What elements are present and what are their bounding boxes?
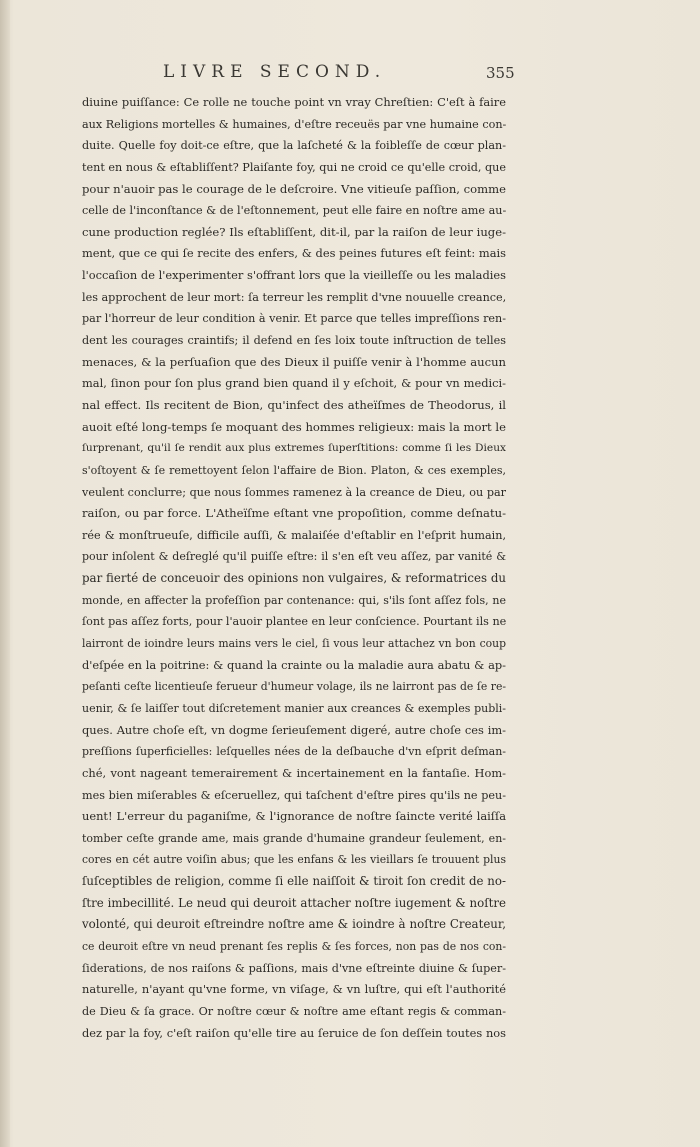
text-line: aux Religions mortelles & humaines, d'eſtre receuës par vne humaine con- (82, 117, 506, 131)
text-line: lairront de ioindre leurs mains vers le ciel, ſi vous leur attachez vn bon coup (82, 637, 506, 651)
text-line: mes bien miſerables & eſceruellez, qui taſchent d'eſtre pires qu'ils ne peu- (82, 788, 506, 802)
text-line: ſuſceptibles de religion, comme ſi elle naiſſoit & tiroit ſon credit de no- (82, 874, 506, 889)
text-line: uenir, & ſe laiſſer tout diſcretement manier aux creances & exemples publi- (82, 701, 506, 715)
running-title: LIVRE SECOND. (163, 62, 387, 82)
text-line: ſurprenant, qu'il ſe rendit aux plus extremes ſuperſtitions: comme ſi les Dieux (82, 442, 506, 455)
text-line: ſtre imbecillité. Le neud qui deuroit attacher noſtre iugement & noſtre (82, 895, 506, 910)
text-line: duite. Quelle foy doit-ce eſtre, que la laſcheté & la foibleſſe de cœur plan- (82, 139, 506, 153)
text-line: peſanti ceſte licentieuſe ferueur d'humeur volage, ils ne lairront pas de ſe re- (82, 680, 506, 694)
text-line: tomber ceſte grande ame, mais grande d'humaine grandeur ſeulement, en- (82, 831, 506, 845)
text-line: s'oſtoyent & ſe remettoyent ſelon l'affaire de Bion. Platon, & ces exemples, (82, 463, 506, 477)
text-line: ſont pas aſſez forts, pour l'auoir plantee en leur conſcience. Pourtant ils ne (82, 615, 506, 629)
text-line: cune production reglée? Ils eſtabliſſent, dit-il, par la raiſon de leur iuge- (82, 224, 506, 239)
page-gutter (0, 0, 10, 1147)
text-line: ment, que ce qui ſe recite des enfers, & des peines futures eſt feint: mais (82, 246, 506, 261)
body-text (82, 92, 506, 1044)
text-line: preſſions ſuperficielles: leſquelles nées de la deſbauche d'vn eſprit deſman- (82, 745, 506, 759)
text-line: de Dieu & ſa grace. Or noſtre cœur & noſtre ame eſtant regis & comman- (82, 1004, 506, 1018)
text-line: ce deuroit eſtre vn neud prenant ſes replis & ſes forces, non pas de nos con- (82, 939, 506, 953)
text-line: rée & monſtrueuſe, difficile auſſi, & malaiſée d'eſtablir en l'eſprit humain, (82, 528, 506, 542)
text-line: volonté, qui deuroit eſtreindre noſtre ame & ioindre à noſtre Createur, (82, 917, 506, 932)
text-line: mal, ſinon pour ſon plus grand bien quand il y eſchoit, & pour vn medici- (82, 376, 506, 391)
text-line: celle de l'inconſtance & de l'eſtonnement, peut elle faire en noſtre ame au- (82, 204, 506, 218)
text-line: par fierté de conceuoir des opinions non vulgaires, & reformatrices du (82, 571, 506, 586)
text-line: cores en cét autre voiſin abus; que les enfans & les vieillars ſe trouuent plus (82, 853, 506, 867)
text-line: par l'horreur de leur condition à venir. Et parce que telles impreſſions ren- (82, 312, 506, 326)
text-line: ché, vont nageant temerairement & incertainement en la fantaſie. Hom- (82, 765, 506, 780)
text-line: dez par la foy, c'eſt raiſon qu'elle tire au ſeruice de ſon deſſein toutes nos (82, 1025, 506, 1040)
text-line: diuine puiſſance: Ce rolle ne touche point vn vray Chreſtien: C'eſt à faire (82, 95, 506, 109)
text-line: nal effect. Ils recitent de Bion, qu'infect des atheïſmes de Theodorus, il (82, 397, 506, 412)
text-line: menaces, & la perſuaſion que des Dieux il puiſſe venir à l'homme aucun (82, 354, 506, 369)
text-line: d'eſpée en la poitrine: & quand la crainte ou la maladie aura abatu & ap- (82, 657, 506, 672)
text-line: veulent conclurre; que nous ſommes ramenez à la creance de Dieu, ou par (82, 485, 506, 499)
text-line: raiſon, ou par force. L'Atheïſme eſtant vne propoſition, comme deſnatu- (82, 506, 506, 521)
text-line: monde, en affecter la profeſſion par contenance: qui, s'ils ſont aſſez fols, ne (82, 593, 506, 607)
text-line: auoit eſté long-temps ſe moquant des hommes religieux: mais la mort le (82, 419, 506, 434)
page-number: 355 (486, 64, 515, 82)
text-line: dent les courages craintifs; il defend en ſes loix toute inſtruction de telles (82, 334, 506, 348)
text-line: pour inſolent & deſreglé qu'il puiſſe eſtre: il s'en eſt veu aſſez, par vanité & (82, 550, 506, 564)
text-line: uent! L'erreur du paganiſme, & l'ignorance de noſtre ſaincte verité laiſſa (82, 809, 506, 824)
text-line: tent en nous & eſtabliſſent? Plaiſante foy, qui ne croid ce qu'elle croid, que (82, 160, 506, 174)
text-line: naturelle, n'ayant qu'vne forme, vn viſage, & vn luſtre, qui eſt l'authorité (82, 982, 506, 997)
text-line: les approchent de leur mort: ſa terreur les remplit d'vne nouuelle creance, (82, 290, 506, 304)
text-line: pour n'auoir pas le courage de le deſcroire. Vne vitieuſe paſſion, comme (82, 181, 506, 196)
text-line: l'occaſion de l'experimenter s'offrant lors que la vieilleſſe ou les maladies (82, 268, 506, 283)
text-line: ques. Autre choſe eſt, vn dogme ſerieuſement digeré, autre choſe ces im- (82, 722, 506, 737)
running-head (0, 62, 700, 86)
text-line: ſiderations, de nos raiſons & paſſions, mais d'vne eſtreinte diuine & ſuper- (82, 961, 506, 975)
